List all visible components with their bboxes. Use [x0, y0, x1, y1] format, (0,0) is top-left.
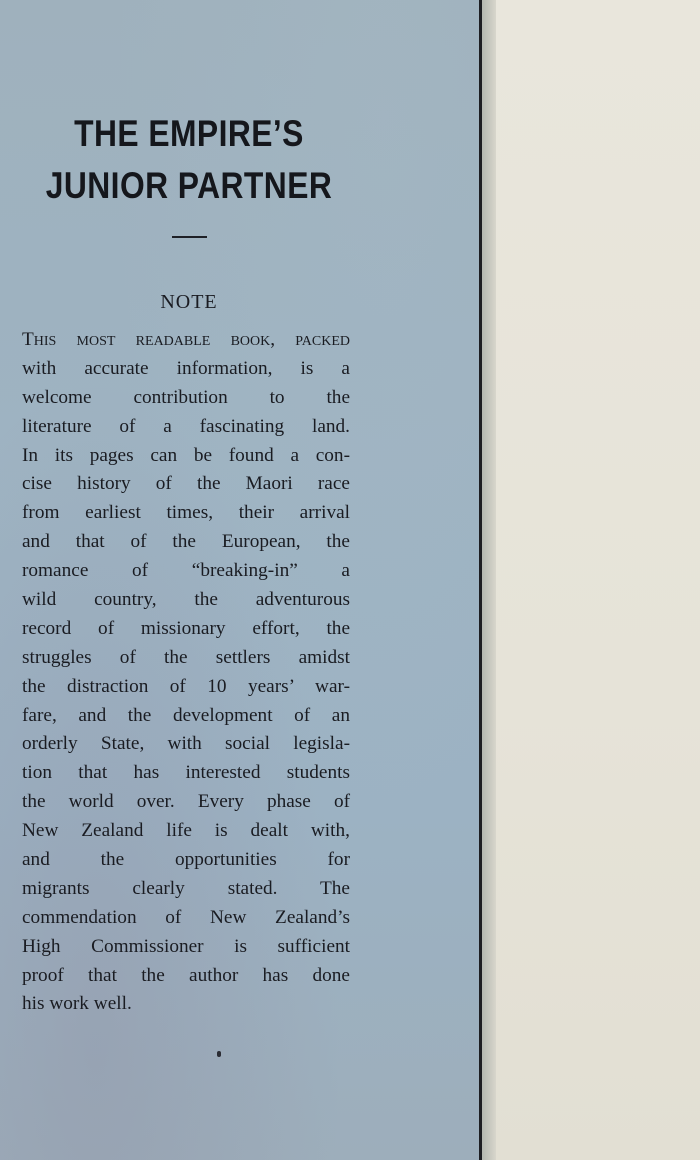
title-line-2: JUNIOR PARTNER [45, 165, 333, 206]
note-line: struggles of the settlers amidst [22, 646, 350, 668]
note-line: literature of a fascinating land. [22, 415, 350, 437]
note-line: proof that the author has done [22, 964, 350, 986]
title-line-1: THE EMPIRE’S [74, 113, 304, 154]
note-line: from earliest times, their arrival [22, 502, 350, 524]
note-line: commendation of New Zealand’s [22, 906, 350, 928]
note-line: romance of “breaking-in” a [22, 560, 350, 582]
note-line: cise history of the Maori race [22, 473, 350, 495]
note-line: welcome contribution to the [22, 386, 350, 408]
note-line: and the opportunities for [22, 849, 350, 871]
book-title [26, 108, 351, 212]
note-line: migrants clearly stated. The [22, 877, 350, 899]
note-line: High Commissioner is sufficient [22, 935, 350, 957]
note-line: record of missionary effort, the [22, 617, 350, 639]
note-line: wild country, the adventurous [22, 589, 350, 611]
title-divider [172, 236, 207, 238]
note-heading: NOTE [160, 291, 218, 313]
note-body [22, 326, 350, 1019]
note-line: and that of the European, the [22, 531, 350, 553]
note-line: orderly State, with social legisla- [22, 733, 350, 755]
ornament-dot [217, 1051, 221, 1057]
page-gutter [482, 0, 496, 1160]
note-line: In its pages can be found a con- [22, 444, 350, 466]
note-line: the world over. Every phase of [22, 791, 350, 813]
note-line: with accurate information, is a [22, 357, 350, 379]
endpaper [496, 0, 700, 1160]
note-line: fare, and the development of an [22, 704, 350, 726]
note-line: tion that has interested students [22, 762, 350, 784]
note-line: his work well. [22, 993, 132, 1015]
note-line: New Zealand life is dealt with, [22, 820, 350, 842]
note-line: This most readable book, packed [22, 329, 350, 350]
note-line: the distraction of 10 years’ war- [22, 675, 350, 697]
